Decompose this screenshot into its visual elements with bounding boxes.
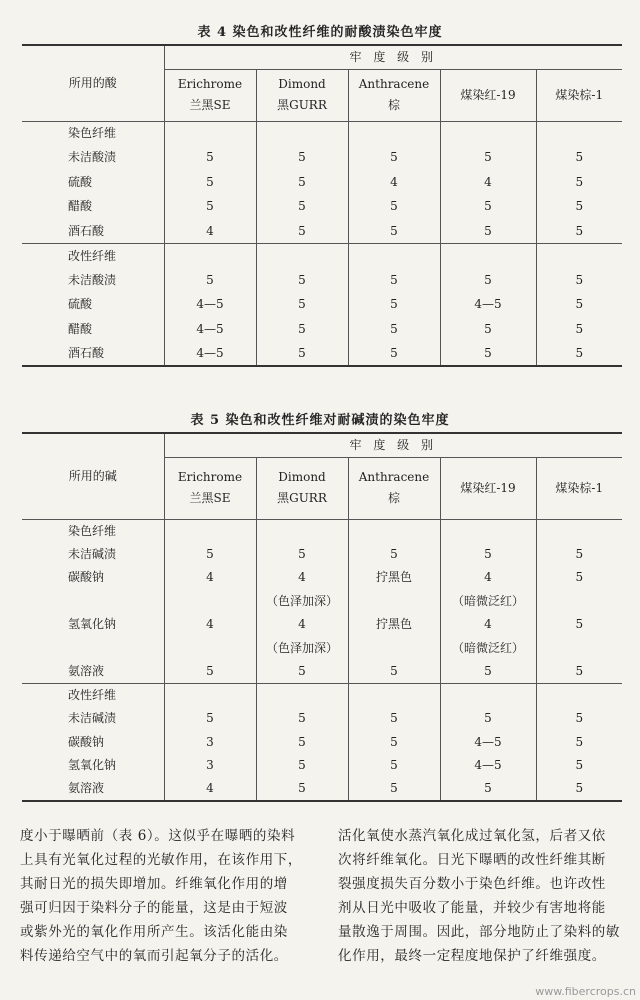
empty-cell — [348, 684, 440, 708]
table-row — [22, 170, 622, 195]
column-header-line1: 煤染红-19 — [460, 480, 516, 495]
table-cell: 拧黑色 — [348, 566, 440, 590]
empty-cell — [536, 519, 622, 543]
table-cell: 4 — [164, 613, 256, 637]
table-row — [22, 590, 622, 614]
table-cell: 5 — [575, 664, 584, 678]
column-header — [256, 457, 348, 519]
table-cell: 5 — [256, 268, 348, 293]
table-cell: 5 — [164, 170, 256, 195]
table-cell: 3 — [164, 754, 256, 778]
table-cell: 5 — [440, 219, 536, 244]
table-cell: 5 — [256, 660, 348, 684]
table-cell: 4—5 — [164, 342, 256, 367]
empty-cell — [164, 519, 256, 543]
column-header-line2: 兰黑SE — [189, 98, 231, 112]
watermark: www.fibercrops.cn — [535, 985, 636, 998]
table-cell: （色泽加深） — [256, 590, 348, 614]
table-cell: 5 — [440, 707, 536, 731]
row-label: 醋酸 — [22, 195, 164, 220]
table-cell: 4 — [440, 566, 536, 590]
column-header — [536, 69, 622, 121]
table-cell: 5 — [256, 342, 348, 367]
table-cell: 5 — [348, 731, 440, 755]
column-header — [164, 457, 256, 519]
table-cell: 5 — [575, 174, 584, 189]
body-text-right — [338, 824, 624, 994]
table-cell — [164, 590, 256, 614]
corner-header: 所用的酸 — [22, 45, 164, 121]
text-line: 剂从日光中吸收了能量，并较少有害地将能 — [338, 900, 606, 916]
table-cell: 5 — [348, 778, 440, 802]
empty-cell — [256, 519, 348, 543]
group-header: 牢 度 级 别 — [164, 433, 622, 457]
row-label: 未洁酸渍 — [22, 268, 164, 293]
table-cell: 5 — [440, 342, 536, 367]
table-cell: 5 — [575, 758, 584, 773]
table-cell: 5 — [164, 707, 256, 731]
table-cell — [164, 637, 256, 661]
empty-cell — [164, 684, 256, 708]
table-cell: 4—5 — [440, 731, 536, 755]
empty-cell — [256, 244, 348, 269]
row-label: 氢氧化钠 — [22, 613, 164, 637]
table-cell: 5 — [575, 150, 584, 165]
table-cell: 5 — [256, 707, 348, 731]
row-label: 氢氧化钠 — [22, 754, 164, 778]
row-label: 未洁碱渍 — [22, 543, 164, 567]
table-cell: 5 — [256, 219, 348, 244]
table-cell: 5 — [164, 195, 256, 220]
table-cell: 4 — [164, 566, 256, 590]
empty-cell — [348, 121, 440, 146]
table-row — [22, 566, 622, 590]
column-header-line1: Anthracene — [358, 470, 430, 484]
table-cell: 5 — [348, 342, 440, 367]
empty-cell — [164, 121, 256, 146]
column-header-line2: 棕 — [387, 98, 400, 112]
empty-cell — [164, 244, 256, 269]
table-cell: 5 — [348, 660, 440, 684]
table5 — [22, 432, 622, 802]
column-header-line1: Dimond — [278, 470, 326, 484]
table-cell: 5 — [440, 778, 536, 802]
row-label: 氨溶液 — [22, 660, 164, 684]
text-line: 化作用，最终一定程度地保护了纤维强度。 — [338, 948, 606, 964]
text-line: 或紫外光的氧化作用所产生。该活化能由染 — [20, 924, 288, 940]
table-row — [22, 660, 622, 684]
table-cell: 5 — [440, 543, 536, 567]
table-cell: 5 — [256, 146, 348, 171]
table-cell: 4 — [256, 613, 348, 637]
table-cell: 5 — [575, 345, 584, 360]
table4-caption: 表 4 染色和改性纤维的耐酸渍染色牢度 — [197, 25, 443, 40]
table-cell: 5 — [440, 268, 536, 293]
section-title: 改性纤维 — [22, 244, 164, 269]
text-line: 度小于曝晒前（表 6）。这似乎在曝晒的染料 — [20, 828, 296, 844]
table-cell: 5 — [575, 711, 584, 726]
table-cell: 5 — [440, 660, 536, 684]
text-line: 上具有光氧化过程的光敏作用，在该作用下， — [20, 852, 302, 868]
table-cell: 5 — [256, 317, 348, 342]
table-cell: 5 — [575, 570, 584, 585]
table-row — [22, 195, 622, 220]
empty-cell — [348, 244, 440, 269]
table-cell: （暗微泛红） — [440, 637, 536, 661]
corner-header: 所用的碱 — [22, 433, 164, 519]
table-cell: 5 — [348, 293, 440, 318]
table-cell: 4 — [256, 566, 348, 590]
body-text-left — [20, 824, 316, 994]
table-cell: 5 — [164, 660, 256, 684]
row-label: 碳酸钠 — [22, 566, 164, 590]
table-cell: 5 — [256, 778, 348, 802]
table-cell: 5 — [348, 707, 440, 731]
table-cell: 4 — [440, 613, 536, 637]
table-cell: 4—5 — [164, 317, 256, 342]
table-row — [22, 293, 622, 318]
section-title: 染色纤维 — [22, 121, 164, 146]
table-cell: 5 — [256, 754, 348, 778]
column-header-line2: 兰黑SE — [189, 491, 231, 505]
table-cell: 5 — [575, 321, 584, 336]
table-cell: 4—5 — [440, 754, 536, 778]
table-cell: 5 — [575, 297, 584, 312]
section-title: 染色纤维 — [22, 519, 164, 543]
empty-cell — [256, 121, 348, 146]
table-cell: 4 — [164, 778, 256, 802]
row-label: 酒石酸 — [22, 342, 164, 367]
text-line: 裂强度损失百分数小于染色纤维。也许改性 — [338, 876, 606, 892]
row-label: 未洁酸渍 — [22, 146, 164, 171]
table-row — [22, 219, 622, 244]
table-cell: （暗微泛红） — [440, 590, 536, 614]
table-cell: 5 — [348, 268, 440, 293]
column-header-line1: Dimond — [278, 77, 326, 91]
column-header — [440, 457, 536, 519]
table-cell: 5 — [440, 146, 536, 171]
table-cell: 5 — [575, 272, 584, 287]
text-line: 活化氧使水蒸汽氧化成过氧化氢，后者又依 — [338, 828, 606, 844]
table-cell: 5 — [575, 781, 584, 796]
row-label: 碳酸钠 — [22, 731, 164, 755]
table-row — [22, 778, 622, 802]
table-cell: 5 — [440, 195, 536, 220]
row-label — [22, 637, 164, 661]
section-title: 改性纤维 — [22, 684, 164, 708]
table-cell: 5 — [348, 543, 440, 567]
table-row — [22, 268, 622, 293]
table-cell: （色泽加深） — [256, 637, 348, 661]
table-cell: 5 — [348, 754, 440, 778]
column-header-line1: 煤染棕-1 — [555, 87, 604, 102]
table-cell: 拧黑色 — [348, 613, 440, 637]
table-cell: 5 — [575, 734, 584, 749]
column-header-line1: 煤染棕-1 — [555, 480, 604, 495]
table-cell: 4—5 — [164, 293, 256, 318]
table-cell: 4 — [440, 170, 536, 195]
table-row — [22, 754, 622, 778]
row-label: 氨溶液 — [22, 778, 164, 802]
table-row — [22, 613, 622, 637]
column-header-line1: Anthracene — [358, 77, 430, 91]
table-cell — [536, 590, 622, 614]
table-cell: 5 — [575, 223, 584, 238]
table-cell: 5 — [575, 199, 584, 214]
empty-cell — [536, 121, 622, 146]
table-cell — [348, 637, 440, 661]
table-cell: 5 — [348, 219, 440, 244]
row-label: 硫酸 — [22, 170, 164, 195]
column-header — [440, 69, 536, 121]
table-cell: 4—5 — [440, 293, 536, 318]
empty-cell — [348, 519, 440, 543]
empty-cell — [536, 244, 622, 269]
row-label: 硫酸 — [22, 293, 164, 318]
table-cell: 5 — [256, 543, 348, 567]
row-label: 醋酸 — [22, 317, 164, 342]
table-cell: 5 — [440, 317, 536, 342]
row-label — [22, 590, 164, 614]
column-header — [348, 69, 440, 121]
group-header: 牢 度 级 别 — [164, 45, 622, 69]
table-cell: 5 — [256, 170, 348, 195]
column-header-line1: Erichrome — [177, 470, 243, 484]
table-cell — [348, 590, 440, 614]
table-cell: 5 — [575, 546, 584, 561]
table-cell: 5 — [256, 731, 348, 755]
table-cell: 3 — [164, 731, 256, 755]
empty-cell — [536, 684, 622, 708]
column-header — [536, 457, 622, 519]
table-cell: 5 — [164, 268, 256, 293]
empty-cell — [440, 684, 536, 708]
table-cell: 5 — [256, 293, 348, 318]
empty-cell — [440, 244, 536, 269]
table-row — [22, 342, 622, 367]
table-row — [22, 637, 622, 661]
column-header-line1: 煤染红-19 — [460, 87, 516, 102]
table-cell: 5 — [348, 146, 440, 171]
text-line: 次将纤维氧化。日光下曝晒的改性纤维其断 — [338, 852, 606, 868]
table-cell: 5 — [348, 317, 440, 342]
empty-cell — [440, 519, 536, 543]
table-cell: 5 — [164, 146, 256, 171]
table-row — [22, 731, 622, 755]
table-row — [22, 707, 622, 731]
table-cell: 5 — [575, 617, 584, 632]
table-cell: 4 — [164, 219, 256, 244]
text-line: 其耐日光的损失即增加。纤维氧化作用的增 — [20, 876, 288, 892]
table5-caption: 表 5 染色和改性纤维对耐碱渍的染色牢度 — [190, 413, 450, 428]
table-row — [22, 543, 622, 567]
column-header — [164, 69, 256, 121]
text-line: 料传递给空气中的氧而引起氧分子的活化。 — [20, 948, 288, 964]
column-header — [348, 457, 440, 519]
column-header — [256, 69, 348, 121]
text-line: 强可归因于染料分子的能量，这是由于短波 — [20, 900, 288, 916]
table-row — [22, 317, 622, 342]
table-row — [22, 146, 622, 171]
row-label: 酒石酸 — [22, 219, 164, 244]
table-cell — [536, 637, 622, 661]
row-label: 未洁碱渍 — [22, 707, 164, 731]
column-header-line2: 黑GURR — [277, 98, 327, 112]
table-cell: 5 — [164, 543, 256, 567]
table-cell: 5 — [348, 195, 440, 220]
column-header-line2: 黑GURR — [277, 491, 327, 505]
column-header-line2: 棕 — [387, 491, 400, 505]
table4 — [22, 44, 622, 367]
table-cell: 5 — [256, 195, 348, 220]
empty-cell — [256, 684, 348, 708]
empty-cell — [440, 121, 536, 146]
text-line: 量散逸于周围。因此，部分地防止了染料的敏 — [338, 924, 620, 940]
column-header-line1: Erichrome — [177, 77, 243, 91]
table-cell: 4 — [348, 170, 440, 195]
